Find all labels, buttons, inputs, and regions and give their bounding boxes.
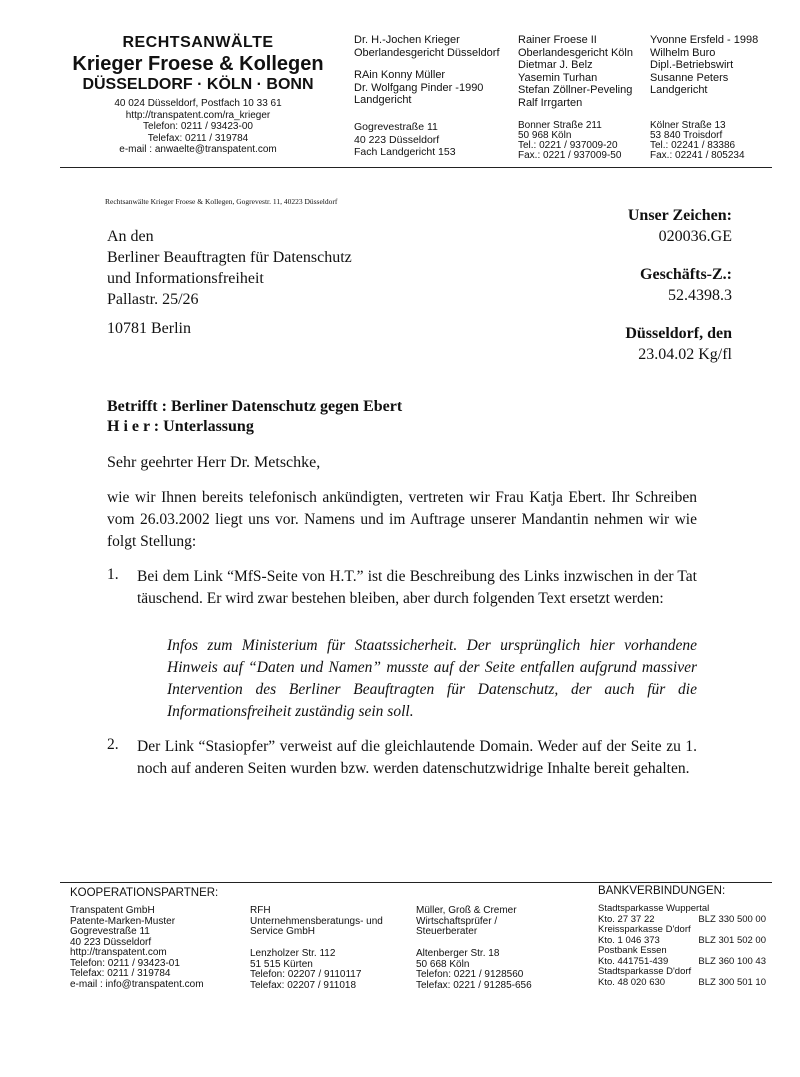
case-ref-value: 52.4398.3 xyxy=(668,287,732,304)
bank-account: Kto. 48 020 630 BLZ 300 501 10 xyxy=(598,976,766,988)
partner-rfh-address: Lenzholzer Str. 112 51 515 Kürten Telefon: 02207 / 9110117 Telefax: 02207 / 911018 xyxy=(250,948,362,991)
address-bonn: Kölner Straße 13 53 840 Troisdorf Tel.: 02241 / 83386 Fax.: 02241 / 805234 xyxy=(650,120,745,161)
header-divider xyxy=(60,167,772,168)
address-koeln: Bonner Straße 211 50 968 Köln Tel.: 0221 / 937009-20 Fax.: 0221 / 937009-50 xyxy=(518,120,622,161)
lawyers-duesseldorf: Dr. H.-Jochen Krieger Oberlandesgericht Düsseldorf RAin Konny Müller Dr. Wolfgang Pinder -1990 Landgericht xyxy=(354,34,500,106)
partners-heading: KOOPERATIONSPARTNER: xyxy=(70,887,219,899)
intro-paragraph: wie wir Ihnen bereits telefonisch ankündigten, vertreten wir Frau Katja Ebert. Ihr Schreiben vom 26.03.2002 liegt uns vor. Namens und im Auftrage unserer Mandantin nehmen wir wie folgt Stellung: xyxy=(107,489,697,550)
recipient-city: 10781 Berlin xyxy=(107,320,191,337)
item-1-text: Bei dem Link “MfS-Seite von H.T.” ist die Beschreibung des Links inzwischen in der Tat täuschend. Er wird zwar bestehen bleiben, aber durch folgenden Text ersetzt werden: xyxy=(137,568,697,607)
firm-block xyxy=(62,34,334,156)
partner-transpatent: Transpatent GmbH Patente-Marken-Muster Gogrevestraße 11 40 223 Düsseldorf http://transpatent.com Telefon: 0211 / 93423-01 Telefax: 0211 / 319784 e-mail : info@transpatent.com xyxy=(70,905,204,990)
sender-line: Rechtsanwälte Krieger Froese & Kollegen, Gogrevestr. 11, 40223 Düsseldorf xyxy=(105,197,338,206)
place-label: Düsseldorf, den xyxy=(625,325,732,342)
letter-date: 23.04.02 Kg/fl xyxy=(638,346,732,363)
subject-detail: H i e r : Unterlassung xyxy=(107,418,254,435)
firm-contact: 40 024 Düsseldorf, Postfach 10 33 61 http://transpatent.com/ra_krieger Telefon: 0211 / 93423-00 Telefax: 0211 / 319784 e-mail : anwaelte@transpatent.com xyxy=(114,98,282,155)
recipient-address: An den Berliner Beauftragten für Datenschutz und Informationsfreiheit Pallastr. 25/26 xyxy=(107,228,352,308)
bank-name: Stadtsparkasse D'dorf xyxy=(598,966,692,977)
case-ref-label: Geschäfts-Z.: xyxy=(640,266,732,283)
bank-name: Postbank Essen xyxy=(598,945,667,956)
item-1-number: 1. xyxy=(107,566,119,583)
our-ref-label: Unser Zeichen: xyxy=(627,207,732,224)
bank-account: Kto. 1 046 373 BLZ 301 502 00 xyxy=(598,934,766,946)
quoted-replacement-text: Infos zum Ministerium für Staatssicherheit. Der ursprünglich hier vorhandene Hinweis auf “Daten und Namen” musste auf der Seite entfallen aufgrund massiver Intervention des Berliner Beauftragten für Datenschutz, der auch für die Informationsfreiheit zuständig sein soll. xyxy=(167,637,697,720)
bank-account: Kto. 27 37 22 BLZ 330 500 00 xyxy=(598,913,766,925)
partner-mueller: Müller, Groß & Cremer Wirtschaftsprüfer / Steuerberater xyxy=(416,905,517,937)
bank-list xyxy=(598,904,766,988)
banks-heading: BANKVERBINDUNGEN: xyxy=(598,885,726,897)
partner-mueller-address: Altenberger Str. 18 50 668 Köln Telefon: 0221 / 9128560 Telefax: 0221 / 91285-656 xyxy=(416,948,532,991)
item-2-number: 2. xyxy=(107,736,119,753)
salutation: Sehr geehrter Herr Dr. Metschke, xyxy=(107,454,321,471)
subject-line: Betrifft : Berliner Datenschutz gegen Ebert xyxy=(107,398,403,415)
item-2-text: Der Link “Stasiopfer” verweist auf die gleichlautende Domain. Weder auf der Seite zu 1. noch auf anderen Seiten wurden bzw. werden datenschutzwidrige Inhalte bereit gehalten. xyxy=(137,738,697,777)
firm-name: Krieger Froese & Kollegen xyxy=(72,53,324,75)
footer-divider xyxy=(60,882,772,883)
subject xyxy=(107,397,402,437)
firm-title: RECHTSANWÄLTE xyxy=(122,34,274,51)
bank-name: Kreissparkasse D'dorf xyxy=(598,924,691,935)
firm-cities: DÜSSELDORF · KÖLN · BONN xyxy=(82,76,314,93)
lawyers-bonn: Yvonne Ersfeld - 1998 Wilhelm Buro Dipl.-Betriebswirt Susanne Peters Landgericht xyxy=(650,34,759,96)
our-ref-value: 020036.GE xyxy=(658,228,732,245)
bank-account: Kto. 441751-439 BLZ 360 100 43 xyxy=(598,955,766,967)
lawyers-koeln: Rainer Froese II Oberlandesgericht Köln Dietmar J. Belz Yasemin Turhan Stefan Zöllner-Peveling Ralf Irrgarten xyxy=(518,34,633,109)
reference-block xyxy=(625,205,732,365)
partner-rfh: RFH Unternehmensberatungs- und Service GmbH xyxy=(250,905,383,937)
address-duesseldorf: Gogrevestraße 11 40 223 Düsseldorf Fach Landgericht 153 xyxy=(354,121,456,158)
bank-name: Stadtsparkasse Wuppertal xyxy=(598,903,710,914)
